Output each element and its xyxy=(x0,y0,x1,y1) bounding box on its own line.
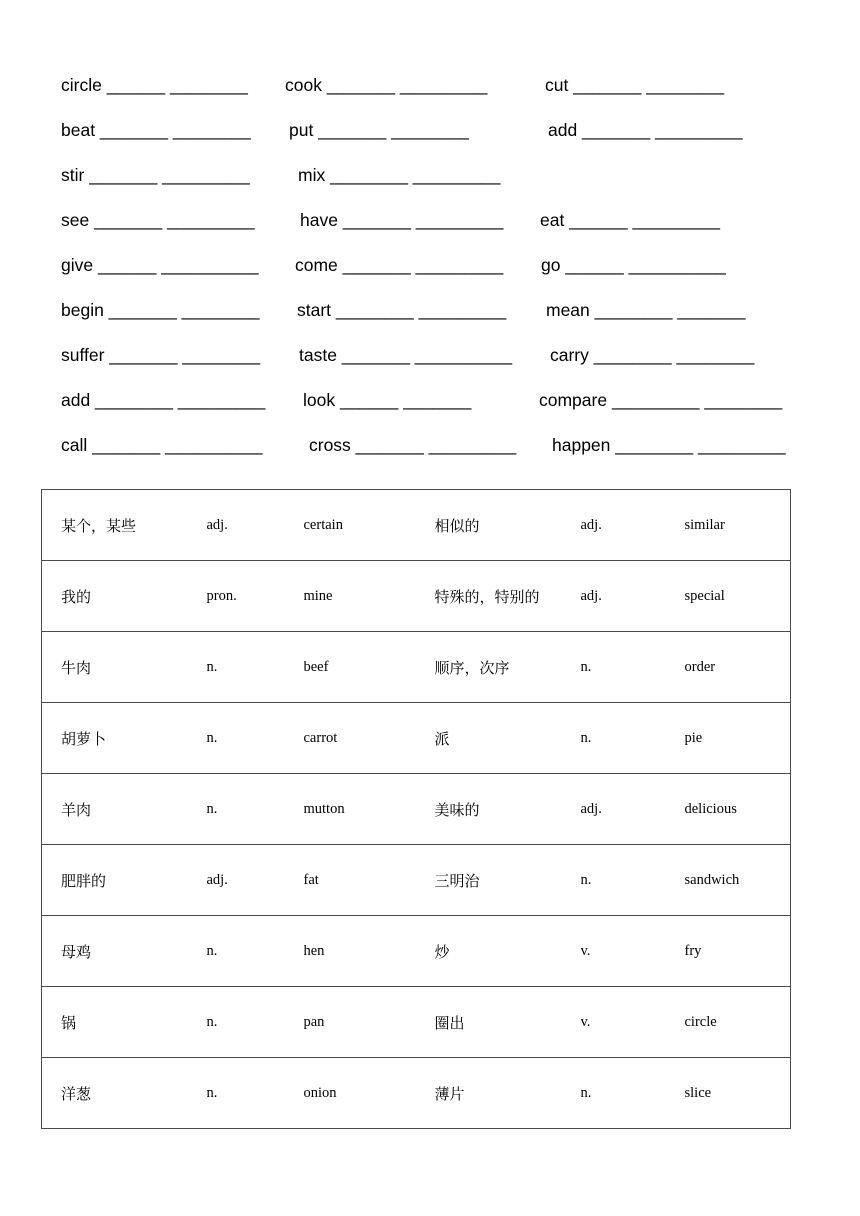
verb-item: have _______ _________ xyxy=(300,210,504,230)
english-word: mine xyxy=(304,561,435,632)
part-of-speech: n. xyxy=(207,916,304,987)
chinese-meaning: 炒 xyxy=(435,916,581,987)
verb-row xyxy=(0,250,860,280)
part-of-speech: n. xyxy=(207,632,304,703)
verb-item: stir _______ _________ xyxy=(61,165,250,185)
verb-item: mix ________ _________ xyxy=(298,165,501,185)
verb-item: happen ________ _________ xyxy=(552,435,786,455)
english-word: carrot xyxy=(304,703,435,774)
part-of-speech: n. xyxy=(207,1058,304,1129)
verb-item: cross _______ _________ xyxy=(309,435,517,455)
verb-item: see _______ _________ xyxy=(61,210,255,230)
verb-row xyxy=(0,205,860,235)
verb-item: go ______ __________ xyxy=(541,255,726,275)
chinese-meaning: 派 xyxy=(435,703,581,774)
verb-item: give ______ __________ xyxy=(61,255,259,275)
chinese-meaning: 美味的 xyxy=(435,774,581,845)
chinese-meaning: 胡萝卜 xyxy=(42,703,207,774)
verb-item: mean ________ _______ xyxy=(546,300,746,320)
verb-item: eat ______ _________ xyxy=(540,210,721,230)
verb-item: suffer _______ ________ xyxy=(61,345,261,365)
part-of-speech: n. xyxy=(581,703,685,774)
part-of-speech: adj. xyxy=(581,774,685,845)
part-of-speech: n. xyxy=(581,1058,685,1129)
part-of-speech: v. xyxy=(581,987,685,1058)
part-of-speech: adj. xyxy=(581,561,685,632)
part-of-speech: v. xyxy=(581,916,685,987)
english-word: special xyxy=(685,561,791,632)
verb-item: cut _______ ________ xyxy=(545,75,725,95)
part-of-speech: adj. xyxy=(207,845,304,916)
english-word: fry xyxy=(685,916,791,987)
chinese-meaning: 我的 xyxy=(42,561,207,632)
chinese-meaning: 洋葱 xyxy=(42,1058,207,1129)
english-word: similar xyxy=(685,490,791,561)
chinese-meaning: 特殊的，特别的 xyxy=(435,561,581,632)
table-row xyxy=(42,916,791,987)
table-row xyxy=(42,703,791,774)
verb-item: come _______ _________ xyxy=(295,255,504,275)
verb-item: call _______ __________ xyxy=(61,435,263,455)
verb-row xyxy=(0,115,860,145)
verb-item: begin _______ ________ xyxy=(61,300,260,320)
verb-item: compare _________ ________ xyxy=(539,390,783,410)
part-of-speech: adj. xyxy=(581,490,685,561)
part-of-speech: n. xyxy=(207,987,304,1058)
part-of-speech: n. xyxy=(207,774,304,845)
chinese-meaning: 相似的 xyxy=(435,490,581,561)
part-of-speech: n. xyxy=(581,845,685,916)
table-row xyxy=(42,490,791,561)
part-of-speech: n. xyxy=(581,632,685,703)
chinese-meaning: 肥胖的 xyxy=(42,845,207,916)
table-row xyxy=(42,632,791,703)
verb-item: start ________ _________ xyxy=(297,300,507,320)
verb-row xyxy=(0,160,860,190)
chinese-meaning: 圈出 xyxy=(435,987,581,1058)
english-word: delicious xyxy=(685,774,791,845)
verb-item: cook _______ _________ xyxy=(285,75,488,95)
chinese-meaning: 三明治 xyxy=(435,845,581,916)
verb-row xyxy=(0,70,860,100)
verb-item: add ________ _________ xyxy=(61,390,266,410)
english-word: onion xyxy=(304,1058,435,1129)
english-word: order xyxy=(685,632,791,703)
english-word: beef xyxy=(304,632,435,703)
verb-row xyxy=(0,430,860,460)
chinese-meaning: 薄片 xyxy=(435,1058,581,1129)
part-of-speech: adj. xyxy=(207,490,304,561)
table-row xyxy=(42,774,791,845)
table-row xyxy=(42,987,791,1058)
verb-row xyxy=(0,295,860,325)
verb-item: circle ______ ________ xyxy=(61,75,248,95)
chinese-meaning: 母鸡 xyxy=(42,916,207,987)
english-word: slice xyxy=(685,1058,791,1129)
english-word: pie xyxy=(685,703,791,774)
table-row xyxy=(42,561,791,632)
english-word: circle xyxy=(685,987,791,1058)
part-of-speech: pron. xyxy=(207,561,304,632)
table-row xyxy=(42,1058,791,1129)
english-word: pan xyxy=(304,987,435,1058)
english-word: mutton xyxy=(304,774,435,845)
part-of-speech: n. xyxy=(207,703,304,774)
verb-item: add _______ _________ xyxy=(548,120,743,140)
chinese-meaning: 某个，某些 xyxy=(42,490,207,561)
verb-row xyxy=(0,385,860,415)
english-word: certain xyxy=(304,490,435,561)
chinese-meaning: 牛肉 xyxy=(42,632,207,703)
english-word: hen xyxy=(304,916,435,987)
verb-item: taste _______ __________ xyxy=(299,345,513,365)
verb-item: carry ________ ________ xyxy=(550,345,755,365)
table-row xyxy=(42,845,791,916)
vocabulary-table xyxy=(41,489,791,1129)
verb-item: look ______ _______ xyxy=(303,390,472,410)
chinese-meaning: 顺序，次序 xyxy=(435,632,581,703)
verb-row xyxy=(0,340,860,370)
chinese-meaning: 羊肉 xyxy=(42,774,207,845)
chinese-meaning: 锅 xyxy=(42,987,207,1058)
english-word: fat xyxy=(304,845,435,916)
verb-item: put _______ ________ xyxy=(289,120,470,140)
english-word: sandwich xyxy=(685,845,791,916)
verb-item: beat _______ ________ xyxy=(61,120,251,140)
